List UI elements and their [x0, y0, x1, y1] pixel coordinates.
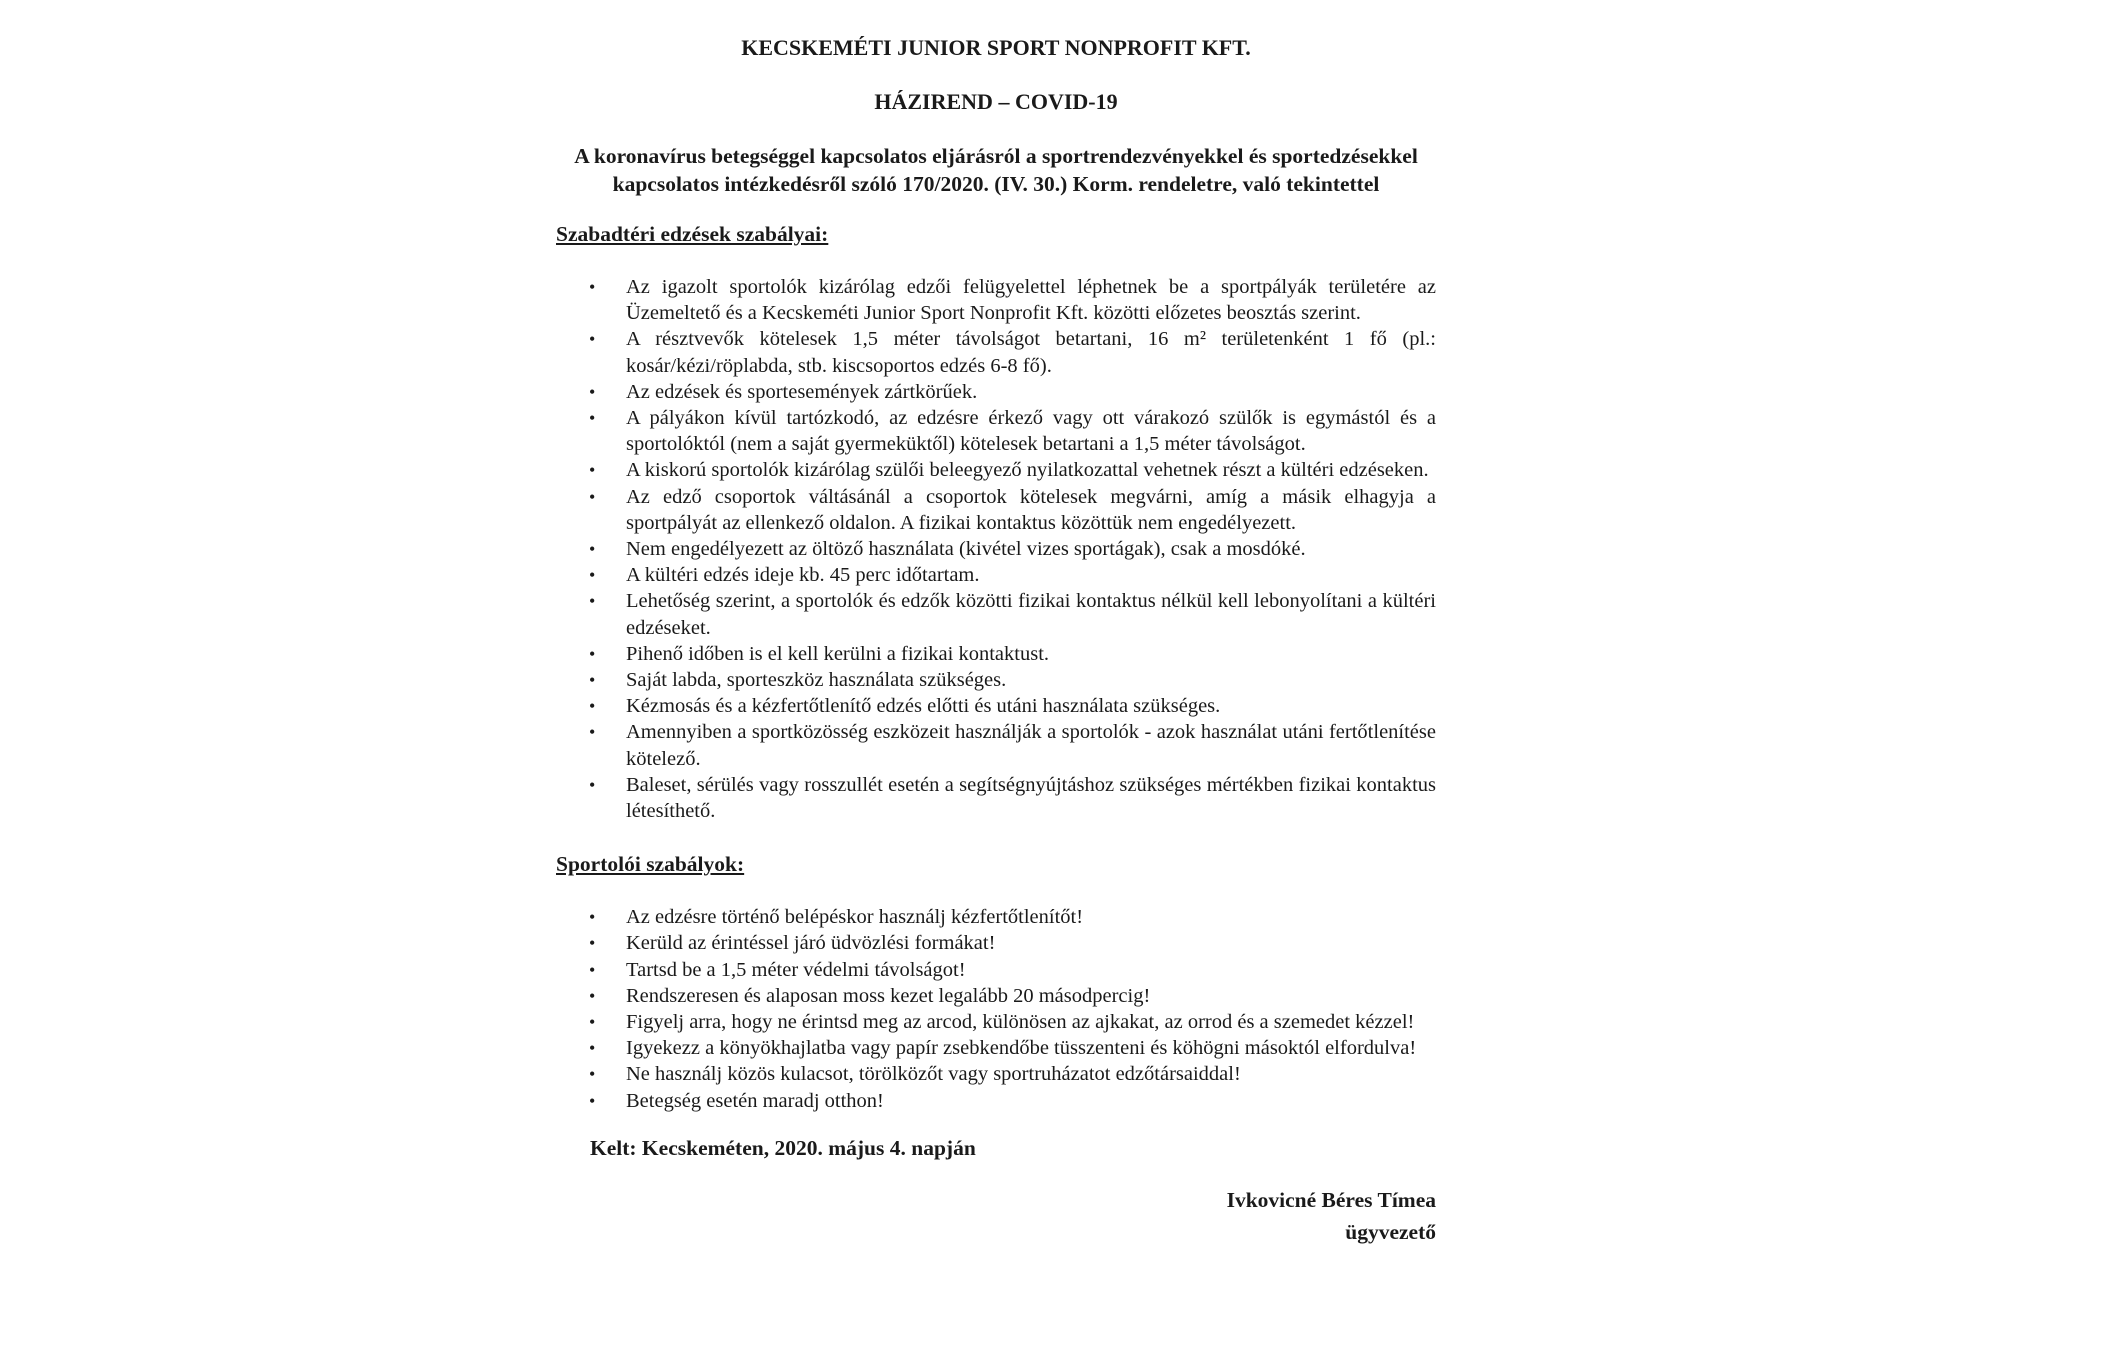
- bullet-icon: •: [589, 565, 596, 586]
- signer-role: ügyvezető: [1345, 1219, 1436, 1244]
- bullet-icon: •: [589, 486, 596, 507]
- outdoor-rule-item: [556, 772, 1436, 824]
- bullet-icon: •: [589, 643, 596, 664]
- bullet-icon: •: [589, 381, 596, 402]
- bullet-icon: •: [589, 985, 596, 1006]
- athlete-rule-item-text: Betegség esetén maradj otthon!: [626, 1089, 884, 1112]
- outdoor-rule-item: [556, 641, 1436, 667]
- outdoor-rule-item-text: Pihenő időben is el kell kerülni a fizikai kontaktust.: [626, 642, 1050, 665]
- outdoor-rule-item: [556, 588, 1436, 640]
- bullet-icon: •: [589, 722, 596, 743]
- outdoor-rule-item-text: A résztvevők kötelesek 1,5 méter távolságot betartani, 16 m² területenként 1 fő (pl.: kosár/kézi/röplabda, stb. kiscsoportos edzés 6-8 fő).: [626, 328, 1436, 377]
- athlete-rule-item-text: Igyekezz a könyökhajlatba vagy papír zsebkendőbe tüsszenteni és köhögni másoktól elfordulva!: [626, 1037, 1417, 1060]
- outdoor-rule-item-text: Baleset, sérülés vagy rosszullét esetén a segítségnyújtáshoz szükséges mértékben fizikai kontaktus létesíthető.: [626, 773, 1436, 823]
- outdoor-rule-item-text: Lehetőség szerint, a sportolók és edzők közötti fizikai kontaktus nélkül kell lebonyolítani a kültéri edzéseket.: [626, 590, 1436, 639]
- athlete-rule-item: [556, 1088, 1436, 1114]
- athlete-rule-item: [556, 1035, 1436, 1061]
- outdoor-rule-item-text: A kültéri edzés ideje kb. 45 perc időtartam.: [626, 564, 980, 587]
- athlete-rule-item-text: Tartsd be a 1,5 méter védelmi távolságot!: [626, 958, 966, 981]
- outdoor-rule-item: [556, 457, 1436, 483]
- document-title: HÁZIREND – COVID-19: [874, 89, 1118, 114]
- athlete-rule-item-text: Az edzésre történő belépéskor használj kézfertőtlenítőt!: [626, 906, 1084, 929]
- outdoor-rule-item: [556, 693, 1436, 719]
- outdoor-rule-item: [556, 536, 1436, 562]
- athlete-rule-item: [556, 983, 1436, 1009]
- outdoor-rule-item-text: Amennyiben a sportközösség eszközeit használják a sportolók - azok használat utáni fertőtlenítése kötelező.: [626, 721, 1436, 770]
- organization-title: KECSKEMÉTI JUNIOR SPORT NONPROFIT KFT.: [741, 35, 1251, 60]
- athlete-rule-item-text: Ne használj közös kulacsot, törölközőt vagy sportruházatot edzőtársaiddal!: [626, 1063, 1241, 1086]
- athlete-rule-item: [556, 904, 1436, 930]
- athlete-rule-item-text: Kerüld az érintéssel járó üdvözlési formákat!: [626, 932, 996, 955]
- signer-name: Ivkovicné Béres Tímea: [1226, 1187, 1436, 1212]
- outdoor-rules-heading: Szabadtéri edzések szabályai:: [556, 222, 829, 246]
- outdoor-rule-item-text: Saját labda, sporteszköz használata szükséges.: [626, 669, 1007, 692]
- bullet-icon: •: [589, 696, 596, 717]
- bullet-icon: •: [589, 907, 596, 928]
- bullet-icon: •: [589, 460, 596, 481]
- outdoor-rule-item: [556, 562, 1436, 588]
- bullet-icon: •: [589, 591, 596, 612]
- outdoor-rule-item-text: Kézmosás és a kézfertőtlenítő edzés előtti és utáni használata szükséges.: [626, 695, 1221, 718]
- bullet-icon: •: [589, 1012, 596, 1033]
- outdoor-rule-item-text: Az edzések és sportesemények zártkörűek.: [626, 380, 978, 403]
- outdoor-rule-item-text: Az edző csoportok váltásánál a csoportok kötelesek megvárni, amíg a másik elhagyja a sportpályát az ellenkező oldalon. A fizikai kontaktus közöttük nem engedélyezett.: [626, 485, 1436, 534]
- outdoor-rule-item: [556, 405, 1436, 457]
- bullet-icon: •: [589, 539, 596, 560]
- outdoor-rule-item: [556, 719, 1436, 771]
- athlete-rule-item: [556, 1009, 1436, 1035]
- athlete-rule-item: [556, 957, 1436, 983]
- athlete-rule-item: [556, 1061, 1436, 1087]
- bullet-icon: •: [589, 329, 596, 350]
- outdoor-rule-item: [556, 379, 1436, 405]
- athlete-rule-item-text: Figyelj arra, hogy ne érintsd meg az arcod, különösen az ajkakat, az orrod és a szemedet kézzel!: [626, 1011, 1415, 1034]
- bullet-icon: •: [589, 1064, 596, 1085]
- bullet-icon: •: [589, 933, 596, 954]
- outdoor-rule-item: [556, 667, 1436, 693]
- athlete-rules-heading: Sportolói szabályok:: [556, 852, 745, 877]
- outdoor-rules-list: [556, 274, 1436, 824]
- bullet-icon: •: [589, 774, 596, 795]
- outdoor-rule-item-text: A pályákon kívül tartózkodó, az edzésre érkező vagy ott várakozó szülők is egymástól és a sportolóktól (nem a saját gyermeküktől) kötelesek betartani a 1,5 méter távolságot.: [626, 407, 1436, 456]
- document-page: [556, 34, 1436, 1248]
- outdoor-rule-item: [556, 484, 1436, 536]
- outdoor-rule-item-text: A kiskorú sportolók kizárólag szülői beleegyező nyilatkozattal vehetnek részt a kültéri edzéseken.: [626, 459, 1429, 482]
- outdoor-rule-item-text: Az igazolt sportolók kizárólag edzői felügyelettel léphetnek be a sportpályák területére az Üzemeltető és a Kecskeméti Junior Sport Nonprofit Kft. közötti előzetes beosztás szerint.: [626, 276, 1436, 325]
- outdoor-rule-item: [556, 326, 1436, 378]
- athlete-rule-item: [556, 930, 1436, 956]
- outdoor-rule-item-text: Nem engedélyezett az öltöző használata (kivétel vizes sportágak), csak a mosdóké.: [626, 538, 1306, 561]
- bullet-icon: •: [589, 1038, 596, 1059]
- signature-block: [556, 1184, 1436, 1248]
- bullet-icon: •: [589, 959, 596, 980]
- bullet-icon: •: [589, 277, 596, 297]
- intro-paragraph: A koronavírus betegséggel kapcsolatos eljárásról a sportrendezvényekkel és sportedzésekkel kapcsolatos intézkedésről szóló 170/2020. (IV. 30.) Korm. rendeletre, való tekintettel: [574, 144, 1418, 196]
- athlete-rule-item-text: Rendszeresen és alaposan moss kezet legalább 20 másodpercig!: [626, 984, 1151, 1007]
- bullet-icon: •: [589, 1090, 596, 1111]
- bullet-icon: •: [589, 670, 596, 691]
- date-line: Kelt: Kecskeméten, 2020. május 4. napján: [590, 1135, 976, 1160]
- bullet-icon: •: [589, 408, 596, 429]
- athlete-rules-list: [556, 904, 1436, 1114]
- outdoor-rule-item: [556, 274, 1436, 326]
